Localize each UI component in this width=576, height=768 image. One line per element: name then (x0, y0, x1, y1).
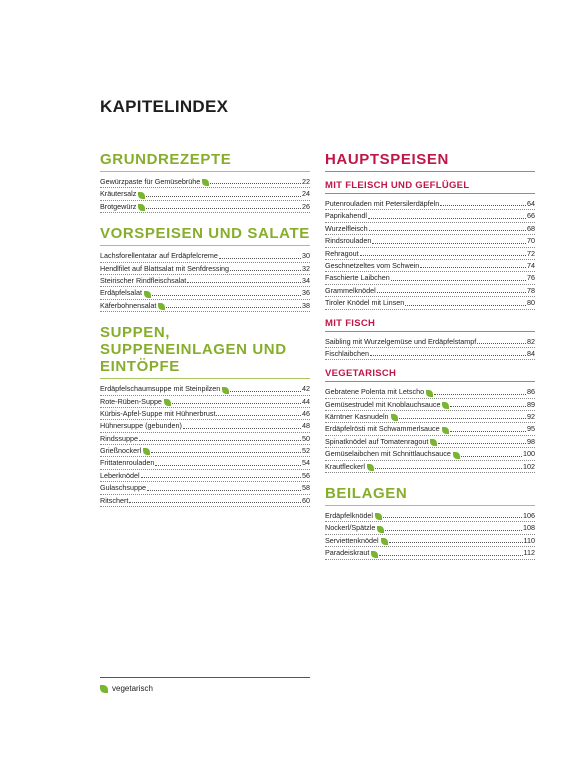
dot-leader (210, 182, 301, 184)
entry-page-number: 98 (527, 436, 535, 446)
index-list (325, 510, 535, 560)
index-entry[interactable] (325, 461, 535, 473)
index-entry[interactable] (100, 201, 310, 213)
leaf-icon (375, 513, 382, 520)
dot-leader (166, 306, 301, 308)
entry-name: Saibling mit Wurzelgemüse und Erdäpfelstampf (325, 336, 477, 346)
index-entry[interactable] (325, 535, 535, 547)
legend (100, 677, 310, 693)
entry-page-number: 102 (523, 461, 535, 471)
entry-name: Tiroler Knödel mit Linsen (325, 298, 405, 308)
index-list (325, 336, 535, 361)
leaf-icon (377, 526, 384, 533)
entry-page-number: 112 (523, 548, 535, 558)
entry-page-number: 26 (302, 201, 310, 211)
leaf-icon (371, 551, 378, 558)
index-entry[interactable] (100, 408, 310, 420)
entry-name: Lachsforellentatar auf Erdäpfelcreme (100, 251, 218, 261)
entry-page-number: 36 (302, 288, 310, 298)
leaf-icon (442, 402, 449, 409)
entry-name: Geschnetzeltes vom Schwein (325, 260, 420, 270)
index-entry[interactable] (100, 495, 310, 507)
dot-leader (183, 427, 301, 429)
entry-page-number: 42 (302, 384, 310, 394)
index-entry[interactable] (100, 188, 310, 200)
entry-name: Leberknödel (100, 470, 140, 480)
entry-page-number: 68 (527, 223, 535, 233)
dot-leader (450, 405, 526, 407)
dot-leader (391, 279, 526, 281)
index-entry[interactable] (100, 445, 310, 457)
entry-page-number: 74 (527, 260, 535, 270)
dot-leader (230, 390, 301, 392)
leaf-icon (100, 685, 108, 693)
entry-page-number: 32 (302, 263, 310, 273)
entry-name: Frittatenrouladen (100, 458, 155, 468)
entry-name: Käferbohnensalat (100, 300, 157, 310)
entry-page-number: 34 (302, 275, 310, 285)
leaf-icon (430, 439, 437, 446)
index-entry[interactable] (325, 260, 535, 272)
entry-page-number: 86 (527, 387, 535, 397)
entry-name: Gulaschsuppe (100, 483, 146, 493)
entry-name: Gewürzpaste für Gemüsebrühe (100, 176, 201, 186)
leaf-icon (367, 464, 374, 471)
entry-name: Spinatknödel auf Tomatenragout (325, 436, 429, 446)
entry-name: Rehragout (325, 248, 359, 258)
entry-page-number: 52 (302, 446, 310, 456)
entry-page-number: 48 (302, 421, 310, 431)
entry-name: Putenrouladen mit Petersilerdäpfeln (325, 198, 440, 208)
entry-page-number: 70 (527, 236, 535, 246)
index-entry[interactable] (325, 223, 535, 235)
entry-page-number: 60 (302, 495, 310, 505)
entry-page-number: 58 (302, 483, 310, 493)
entry-name: Gemüselaibchen mit Schnittlauchsauce (325, 449, 451, 459)
dot-leader (219, 257, 301, 259)
entry-page-number: 108 (523, 523, 535, 533)
dot-leader (146, 195, 301, 197)
index-entry[interactable] (325, 423, 535, 435)
entry-name: Kürbis-Apfel-Suppe mit Hühnerbrust (100, 408, 216, 418)
entry-name: Serviettenknödel (325, 535, 379, 545)
entry-name: Hendlfilet auf Blattsalat mit Senfdressing (100, 263, 230, 273)
index-entry[interactable] (100, 300, 310, 312)
entry-name: Nockerl/Spätzle (325, 523, 376, 533)
index-list (100, 250, 310, 312)
section-gap (100, 316, 310, 324)
index-list (100, 383, 310, 507)
dot-leader (152, 294, 301, 296)
entry-page-number: 80 (527, 298, 535, 308)
dot-leader (389, 541, 523, 543)
dot-leader (383, 516, 522, 518)
index-entry[interactable] (325, 235, 535, 247)
section-heading: SUPPEN, SUPPENEINLAGEN UND EINTÖPFE (100, 324, 310, 379)
entry-page-number: 110 (523, 535, 535, 545)
subsection-heading: MIT FLEISCH UND GEFLÜGEL (325, 180, 535, 194)
section-heading: GRUNDREZEPTE (100, 151, 310, 172)
entry-page-number: 89 (527, 399, 535, 409)
index-entry[interactable] (100, 250, 310, 262)
dot-leader (372, 242, 526, 244)
entry-page-number: 76 (527, 273, 535, 283)
dot-leader (141, 476, 301, 478)
left-column (100, 151, 310, 511)
dot-leader (379, 554, 522, 556)
entry-page-number: 64 (527, 198, 535, 208)
index-entry[interactable] (325, 198, 535, 210)
subsection-heading: MIT FISCH (325, 318, 535, 332)
entry-page-number: 100 (523, 449, 535, 459)
leaf-icon (453, 452, 460, 459)
entry-name: Brotgewürz (100, 201, 137, 211)
index-list (325, 198, 535, 310)
entry-name: Hühnersuppe (gebunden) (100, 421, 182, 431)
entry-name: Rote-Rüben-Suppe (100, 396, 162, 406)
entry-name: Fischlaibchen (325, 348, 369, 358)
dot-leader (139, 439, 301, 441)
dot-leader (420, 266, 526, 268)
entry-page-number: 78 (527, 285, 535, 295)
entry-name: Faschierte Laibchen (325, 273, 390, 283)
entry-name: Kräutersalz (100, 189, 137, 199)
index-entry[interactable] (100, 420, 310, 432)
leaf-icon (442, 427, 449, 434)
dot-leader (375, 467, 522, 469)
page-title: KAPITELINDEX (100, 97, 229, 116)
dot-leader (438, 442, 526, 444)
index-entry[interactable] (100, 263, 310, 275)
index-entry[interactable] (325, 248, 535, 260)
entry-page-number: 44 (302, 396, 310, 406)
entry-name: Ritschert (100, 495, 129, 505)
dot-leader (368, 217, 526, 219)
leaf-icon (391, 414, 398, 421)
dot-leader (434, 393, 526, 395)
entry-page-number: 24 (302, 189, 310, 199)
entry-page-number: 50 (302, 433, 310, 443)
dot-leader (477, 342, 526, 344)
entry-page-number: 54 (302, 458, 310, 468)
index-entry[interactable] (325, 348, 535, 360)
dot-leader (172, 402, 301, 404)
index-entry[interactable] (325, 210, 535, 222)
index-entry[interactable] (100, 383, 310, 395)
section-gap (325, 477, 535, 485)
legend-label: vegetarisch (112, 684, 153, 693)
dot-leader (146, 207, 301, 209)
dot-leader (151, 451, 301, 453)
dot-leader (129, 501, 301, 503)
entry-name: Erdäpfelschaumsuppe mit Steinpilzen (100, 384, 221, 394)
entry-page-number: 66 (527, 211, 535, 221)
dot-leader (155, 464, 301, 466)
index-entry[interactable] (325, 522, 535, 534)
index-entry[interactable] (325, 272, 535, 284)
index-entry[interactable] (100, 482, 310, 494)
leaf-icon (144, 291, 151, 298)
entry-name: Grießnockerl (100, 446, 142, 456)
entry-page-number: 56 (302, 470, 310, 480)
leaf-icon (143, 448, 150, 455)
index-entry[interactable] (325, 285, 535, 297)
index-entry[interactable] (325, 336, 535, 348)
entry-page-number: 82 (527, 336, 535, 346)
dot-leader (216, 414, 301, 416)
entry-name: Paradeiskraut (325, 548, 370, 558)
dot-leader (230, 269, 301, 271)
index-entry[interactable] (325, 448, 535, 460)
section-heading: VORSPEISEN UND SALATE (100, 225, 310, 246)
dot-leader (385, 529, 522, 531)
index-entry[interactable] (325, 411, 535, 423)
entry-name: Rindsrouladen (325, 236, 372, 246)
entry-name: Erdäpfelrösti mit Schwammerlsauce (325, 424, 440, 434)
leaf-icon (138, 192, 145, 199)
entry-name: Kärntner Kasnudeln (325, 412, 389, 422)
entry-page-number: 106 (523, 511, 535, 521)
index-entry[interactable] (325, 547, 535, 559)
leaf-icon (202, 179, 209, 186)
index-list (100, 176, 310, 213)
dot-leader (450, 430, 526, 432)
dot-leader (440, 204, 526, 206)
entry-name: Erdäpfelknödel (325, 511, 373, 521)
index-entry[interactable] (100, 470, 310, 482)
entry-page-number: 30 (302, 251, 310, 261)
entry-page-number: 92 (527, 412, 535, 422)
index-entry[interactable] (325, 510, 535, 522)
entry-name: Rindssuppe (100, 433, 138, 443)
index-entry[interactable] (100, 275, 310, 287)
entry-name: Steirischer Rindfleischsalat (100, 275, 187, 285)
dot-leader (377, 291, 526, 293)
entry-page-number: 95 (527, 424, 535, 434)
section-gap (100, 217, 310, 225)
dot-leader (187, 281, 301, 283)
entry-name: Gebratene Polenta mit Letscho (325, 387, 425, 397)
leaf-icon (222, 387, 229, 394)
index-entry[interactable] (100, 287, 310, 299)
entry-page-number: 72 (527, 248, 535, 258)
entry-name: Krautfleckerl (325, 461, 365, 471)
entry-name: Gemüsestrudel mit Knoblauchsauce (325, 399, 441, 409)
index-entry[interactable] (100, 176, 310, 188)
dot-leader (370, 354, 526, 356)
index-entry[interactable] (100, 457, 310, 469)
right-column (325, 151, 535, 564)
index-entry[interactable] (325, 399, 535, 411)
entry-name: Grammelknödel (325, 285, 376, 295)
entry-page-number: 46 (302, 408, 310, 418)
leaf-icon (138, 204, 145, 211)
dot-leader (360, 254, 526, 256)
entry-page-number: 22 (302, 176, 310, 186)
index-entry[interactable] (325, 436, 535, 448)
dot-leader (461, 455, 522, 457)
leaf-icon (426, 390, 433, 397)
entry-name: Wurzelfleisch (325, 223, 368, 233)
entry-page-number: 38 (302, 300, 310, 310)
leaf-icon (381, 538, 388, 545)
section-heading: BEILAGEN (325, 485, 535, 506)
subsection-heading: VEGETARISCH (325, 368, 535, 382)
entry-name: Paprikahendl (325, 211, 367, 221)
index-entry[interactable] (325, 386, 535, 398)
index-entry[interactable] (100, 396, 310, 408)
dot-leader (369, 229, 526, 231)
leaf-icon (158, 303, 165, 310)
index-list (325, 386, 535, 473)
dot-leader (147, 489, 301, 491)
index-entry[interactable] (325, 297, 535, 309)
index-entry[interactable] (100, 433, 310, 445)
dot-leader (399, 417, 526, 419)
section-heading: HAUPTSPEISEN (325, 151, 535, 172)
dot-leader (405, 304, 526, 306)
entry-page-number: 84 (527, 348, 535, 358)
leaf-icon (164, 399, 171, 406)
entry-name: Erdäpfelsalat (100, 288, 142, 298)
